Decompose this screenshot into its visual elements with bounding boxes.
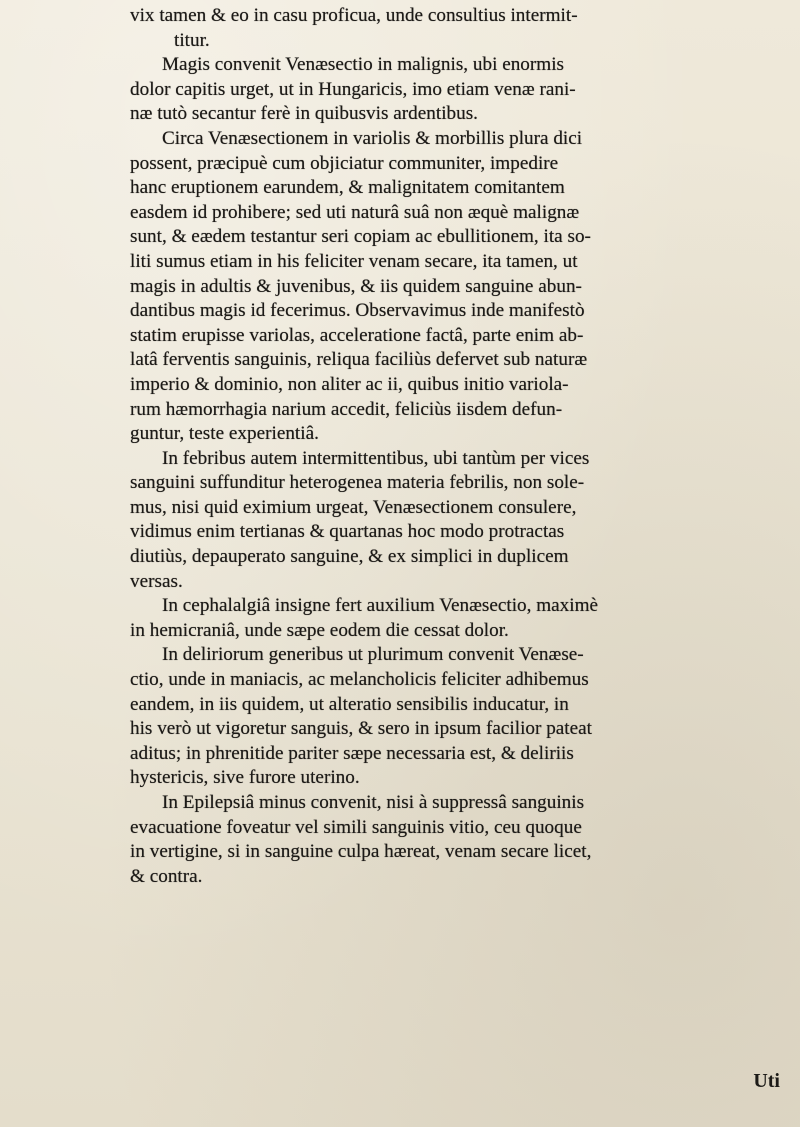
text-line: dolor capitis urget, ut in Hungaricis, imo etiam venæ rani-: [130, 78, 576, 100]
text-line: & contra.: [130, 865, 203, 887]
text-line: Circa Venæsectionem in variolis & morbillis plura dici: [162, 127, 583, 149]
text-line: rum hæmorrhagia narium accedit, feliciùs iisdem defun-: [130, 398, 563, 420]
text-line: imperio & dominio, non aliter ac ii, quibus initio variola-: [130, 373, 569, 395]
text-line: titur.: [174, 29, 210, 51]
text-line: in hemicraniâ, unde sæpe eodem die cessat dolor.: [130, 619, 509, 641]
text-line: easdem id prohibere; sed uti naturâ suâ non æquè malignæ: [130, 201, 580, 223]
text-line: In febribus autem intermittentibus, ubi tantùm per vices: [162, 447, 590, 469]
text-line: In cephalalgiâ insigne fert auxilium Venæsectio, maximè: [162, 595, 599, 617]
text-line: næ tutò secantur ferè in quibusvis ardentibus.: [130, 103, 478, 125]
text-line: hanc eruptionem earundem, & malignitatem comitantem: [130, 177, 565, 199]
text-line: diutiùs, depauperato sanguine, & ex simplici in duplicem: [130, 546, 569, 568]
text-line: Magis convenit Venæsectio in malignis, ubi enormis: [162, 54, 565, 76]
body-text: [130, 0, 790, 889]
text-line: liti sumus etiam in his feliciter venam secare, ita tamen, ut: [130, 250, 578, 272]
text-line: eandem, in iis quidem, ut alteratio sensibilis inducatur, in: [130, 693, 569, 715]
text-line: versas.: [130, 570, 183, 592]
text-line: In deliriorum generibus ut plurimum convenit Venæse-: [162, 644, 584, 666]
text-line: aditus; in phrenitide pariter sæpe necessaria est, & deliriis: [130, 742, 574, 764]
text-line: in vertigine, si in sanguine culpa hæreat, venam secare licet,: [130, 841, 592, 863]
text-line: sanguini suffunditur heterogenea materia febrilis, non sole-: [130, 472, 585, 494]
text-line: ctio, unde in maniacis, ac melancholicis feliciter adhibemus: [130, 669, 589, 691]
text-line: guntur, teste experientiâ.: [130, 423, 319, 445]
text-line: In Epilepsiâ minus convenit, nisi à suppressâ sanguinis: [162, 792, 585, 813]
text-line: vidimus enim tertianas & quartanas hoc modo protractas: [130, 521, 565, 543]
text-line: sunt, & eædem testantur seri copiam ac ebullitionem, ita so-: [130, 226, 591, 248]
text-line: his verò ut vigoretur sanguis, & sero in ipsum facilior pateat: [130, 718, 592, 740]
catchword: Uti: [753, 1070, 780, 1092]
text-line: magis in adultis & juvenibus, & iis quidem sanguine abun-: [130, 275, 582, 297]
text-line: dantibus magis id fecerimus. Observavimus inde manifestò: [130, 300, 585, 322]
text-line: vix tamen & eo in casu proficua, unde consultius intermit-: [130, 5, 578, 26]
text-line: possent, præcipuè cum objiciatur communiter, impedire: [130, 152, 559, 174]
text-line: mus, nisi quid eximium urgeat, Venæsectionem consulere,: [130, 496, 577, 518]
text-line: evacuatione foveatur vel simili sanguinis vitio, ceu quoque: [130, 816, 582, 838]
text-line: statim erupisse variolas, acceleratione factâ, parte enim ab-: [130, 324, 584, 346]
text-line: hystericis, sive furore uterino.: [130, 767, 360, 789]
text-line: latâ ferventis sanguinis, reliqua faciliùs defervet sub naturæ: [130, 349, 588, 371]
